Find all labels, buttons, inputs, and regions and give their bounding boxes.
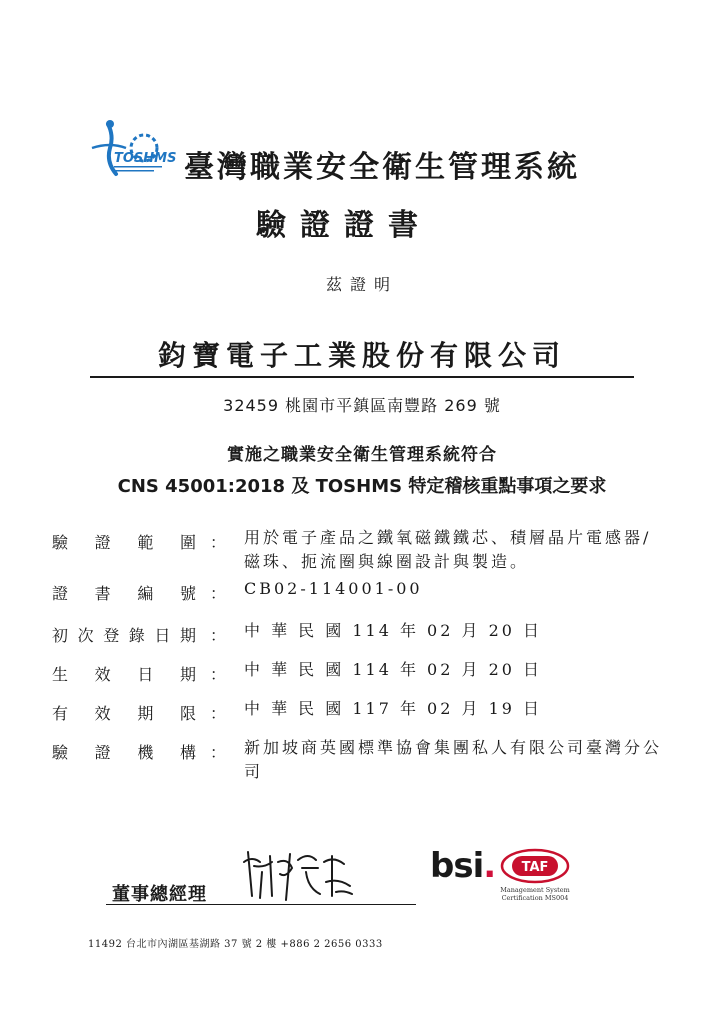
detail-label-char: 限 (179, 704, 196, 723)
footer-address: 11492 台北市內湖區基湖路 37 號 2 樓 +886 2 2656 0333 (88, 939, 383, 950)
detail-label-char: 範 (137, 533, 154, 552)
detail-colon: ： (210, 743, 227, 762)
company-address: 32459 桃園市平鎮區南豐路 269 號 (223, 396, 501, 415)
detail-label (52, 701, 196, 724)
detail-label-char: 日 (137, 665, 154, 684)
detail-label (52, 740, 196, 763)
detail-value: 新加坡商英國標準協會集團私人有限公司臺灣分公司 (244, 738, 663, 781)
detail-label-char: 有 (52, 704, 69, 723)
toshms-logo (78, 118, 178, 182)
detail-colon: ： (210, 533, 227, 552)
detail-label (52, 662, 196, 685)
detail-label (52, 530, 196, 553)
detail-label (52, 581, 196, 604)
detail-label-char: 圍 (179, 533, 196, 552)
detail-label-char: 書 (94, 584, 111, 603)
detail-label-char: 期 (179, 665, 196, 684)
detail-label-char: 效 (94, 665, 111, 684)
detail-colon: ： (210, 665, 227, 684)
detail-value: 中 華 民 國 117 年 02 月 19 日 (244, 699, 543, 718)
taf-badge-text: TAF (521, 860, 549, 875)
detail-label-char: 初 (52, 626, 69, 645)
detail-colon: ： (210, 704, 227, 723)
certificate-title: 驗證證書 (256, 208, 432, 243)
detail-label-char: 登 (103, 626, 120, 645)
logo-wordmark: TOSHMS (114, 151, 177, 166)
detail-label-char: 證 (52, 584, 69, 603)
detail-label-char: 號 (179, 584, 196, 603)
divider (90, 376, 634, 378)
bsi-logo: bsi. (430, 846, 496, 886)
detail-label-char: 證 (94, 533, 111, 552)
taf-accreditation-text: Management System Certification MS004 (500, 886, 570, 902)
detail-label-char: 錄 (128, 626, 145, 645)
detail-label-char: 生 (52, 665, 69, 684)
company-name: 鈞寶電子工業股份有限公司 (157, 339, 566, 372)
conformance-line-1: 實施之職業安全衛生管理系統符合 (227, 445, 497, 465)
handwritten-signature (240, 842, 360, 902)
detail-colon: ： (210, 584, 227, 603)
detail-label-char: 編 (137, 584, 154, 603)
detail-label-char: 次 (77, 626, 94, 645)
detail-value: 用於電子產品之鐵氧磁鐵鐵芯、積層晶片電感器/磁珠、扼流圈與線圈設計與製造。 (244, 528, 652, 571)
detail-label-char: 驗 (52, 533, 69, 552)
taf-logo (500, 848, 570, 884)
detail-colon: ： (210, 626, 227, 645)
certify-statement: 茲證明 (325, 275, 398, 294)
detail-label-char: 構 (179, 743, 196, 762)
detail-label-char: 機 (137, 743, 154, 762)
detail-value: CB02-114001-00 (244, 579, 423, 598)
detail-label-char: 日 (154, 626, 171, 645)
detail-label (52, 623, 196, 646)
detail-value: 中 華 民 國 114 年 02 月 20 日 (244, 660, 543, 679)
signer-title: 董事總經理 (112, 884, 207, 905)
signature-line (106, 904, 416, 905)
detail-label-char: 驗 (52, 743, 69, 762)
detail-label-char: 期 (137, 704, 154, 723)
detail-value: 中 華 民 國 114 年 02 月 20 日 (244, 621, 543, 640)
detail-label-char: 效 (94, 704, 111, 723)
detail-label-char: 證 (94, 743, 111, 762)
certificate-system-title: 臺灣職業安全衛生管理系統 (184, 150, 580, 185)
conformance-line-2: CNS 45001:2018 及 TOSHMS 特定稽核重點事項之要求 (117, 476, 607, 497)
detail-label-char: 期 (179, 626, 196, 645)
